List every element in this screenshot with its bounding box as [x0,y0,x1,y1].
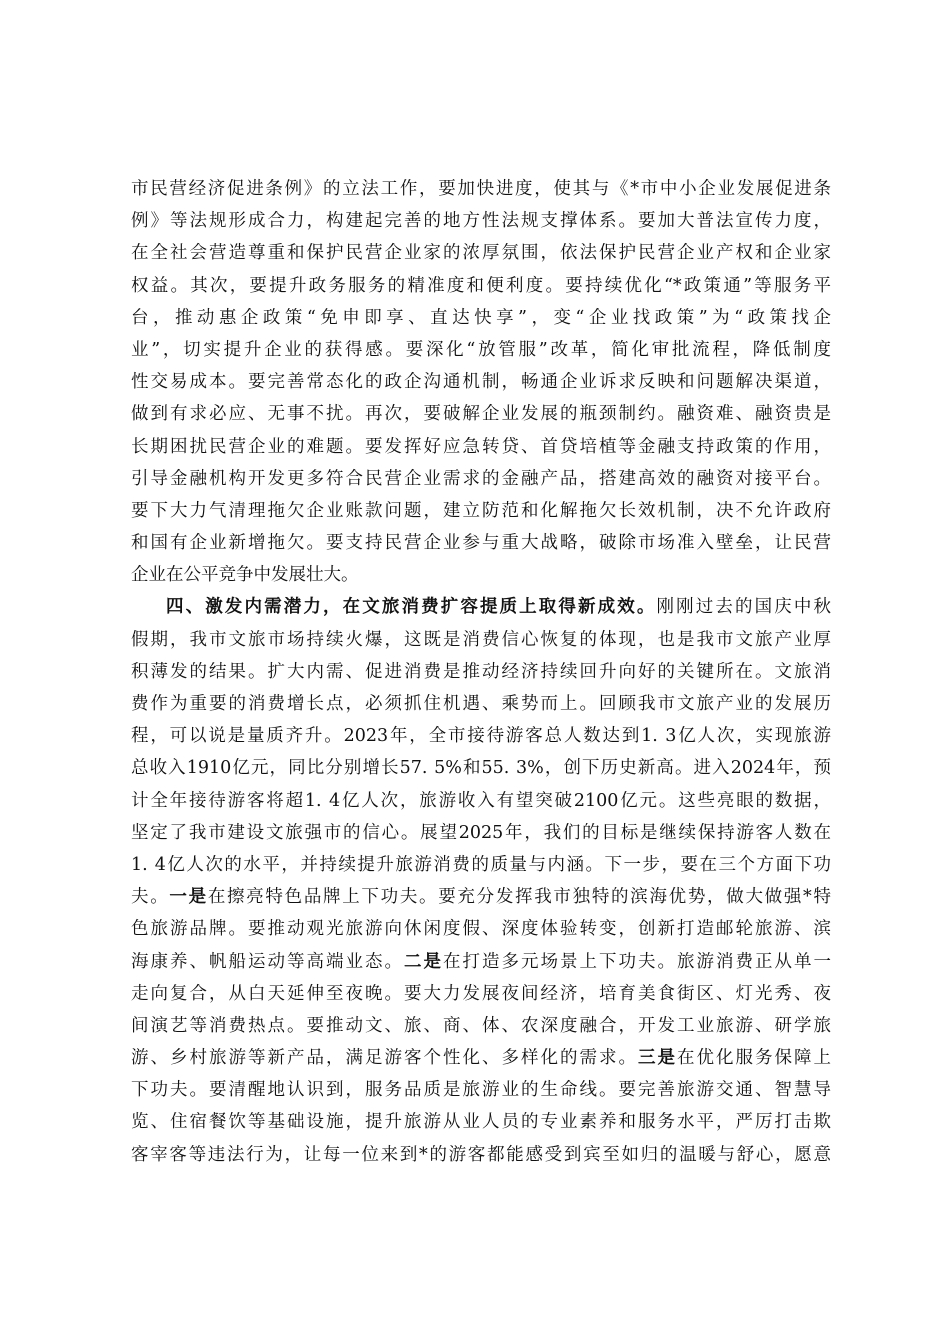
section-heading-line [131,591,831,623]
text-line: 做到有求必应、无事不扰。再次，要破解企业发展的瓶颈制约。融资难、融资贵是 [131,404,831,425]
text-line: 在全社会营造尊重和保护民营企业家的浓厚氛围，依法保护民营企业产权和企业家 [131,243,831,264]
text-line: 业”，切实提升企业的获得感。要深化“放管服”改革，简化审批流程，降低制度 [131,339,831,360]
text-line: 市民营经济促进条例》的立法工作，要加快进度，使其与《*市中小企业发展促进条 [131,179,831,199]
text-run: 游、乡村旅游等新产品，满足游客个性化、多样化的需求。 [131,1048,638,1069]
point-label-third: 三是 [638,1048,677,1069]
text-line: 企业在公平竞争中发展壮大。 [131,565,359,586]
text-line: 1. 4亿人次的水平，并持续提升旅游消费的质量与内涵。下一步，要在三个方面下功 [131,854,831,875]
text-line [131,1042,831,1074]
point-label-second: 二是 [404,951,443,972]
text-line: 总收入1910亿元，同比分别增长57. 5%和55. 3%，创下历史新高。进入2024年，预 [131,758,831,779]
text-line: 例》等法规形成合力，构建起完善的地方性法规支撑体系。要加大普法宣传力度， [131,211,831,232]
text-run: 夫。 [131,887,170,908]
text-line: 间演艺等消费热点。要推动文、旅、商、体、农深度融合，开发工业旅游、研学旅 [131,1015,831,1036]
text-run: 刚刚过去的国庆中秋 [656,597,832,618]
text-line: 性交易成本。要完善常态化的政企沟通机制，畅通企业诉求反映和问题解决渠道， [131,372,831,393]
text-line [131,946,831,978]
body-text [131,173,831,1171]
text-run: 在优化服务保障上 [677,1048,831,1069]
text-line: 台，推动惠企政策“免申即享、直达快享”，变“企业找政策”为“政策找企 [131,307,831,328]
text-line: 引导金融机构开发更多符合民营企业需求的金融产品，搭建高效的融资对接平台。 [131,468,831,489]
section-heading: 四、激发内需潜力，在文旅消费扩容提质上取得新成效。 [166,597,657,618]
text-line: 客宰客等违法行为，让每一位来到*的游客都能感受到宾至如归的温暖与舒心，愿意 [131,1144,831,1165]
text-line: 假期，我市文旅市场持续火爆，这既是消费信心恢复的体现，也是我市文旅产业厚 [131,629,831,650]
text-line: 权益。其次，要提升政务服务的精准度和便利度。要持续优化“*政策通”等服务平 [131,275,831,296]
text-line: 积薄发的结果。扩大内需、促进消费是推动经济持续回升向好的关键所在。文旅消 [131,661,831,682]
text-line [131,881,831,913]
text-line: 下功夫。要清醒地认识到，服务品质是旅游业的生命线。要完善旅游交通、智慧导 [131,1080,831,1101]
text-line: 坚定了我市建设文旅强市的信心。展望2025年，我们的目标是继续保持游客人数在 [131,822,831,843]
text-line: 色旅游品牌。要推动观光旅游向休闲度假、深度体验转变，创新打造邮轮旅游、滨 [131,919,831,940]
text-line: 要下大力气清理拖欠企业账款问题，建立防范和化解拖欠长效机制，决不允许政府 [131,500,831,521]
text-line: 程，可以说是量质齐升。2023年，全市接待游客总人数达到1. 3亿人次，实现旅游 [131,726,831,747]
text-line: 计全年接待游客将超1. 4亿人次，旅游收入有望突破2100亿元。这些亮眼的数据， [131,790,831,811]
text-line: 费作为重要的消费增长点，必须抓住机遇、乘势而上。回顾我市文旅产业的发展历 [131,694,831,714]
point-label-first: 一是 [169,887,208,908]
text-line: 长期困扰民营企业的难题。要发挥好应急转贷、首贷培植等金融支持政策的作用， [131,436,831,457]
text-line: 览、住宿餐饮等基础设施，提升旅游从业人员的专业素养和服务水平，严厉打击欺 [131,1112,831,1133]
text-line: 和国有企业新增拖欠。要支持民营企业参与重大战略，破除市场准入壁垒，让民营 [131,533,831,554]
text-line: 走向复合，从白天延伸至夜晚。要大力发展夜间经济，培育美食街区、灯光秀、夜 [131,983,831,1004]
text-run: 在打造多元场景上下功夫。旅游消费正从单一 [443,951,831,972]
text-run: 在擦亮特色品牌上下功夫。要充分发挥我市独特的滨海优势，做大做强*特 [207,887,832,908]
text-run: 海康养、帆船运动等高端业态。 [131,951,404,972]
